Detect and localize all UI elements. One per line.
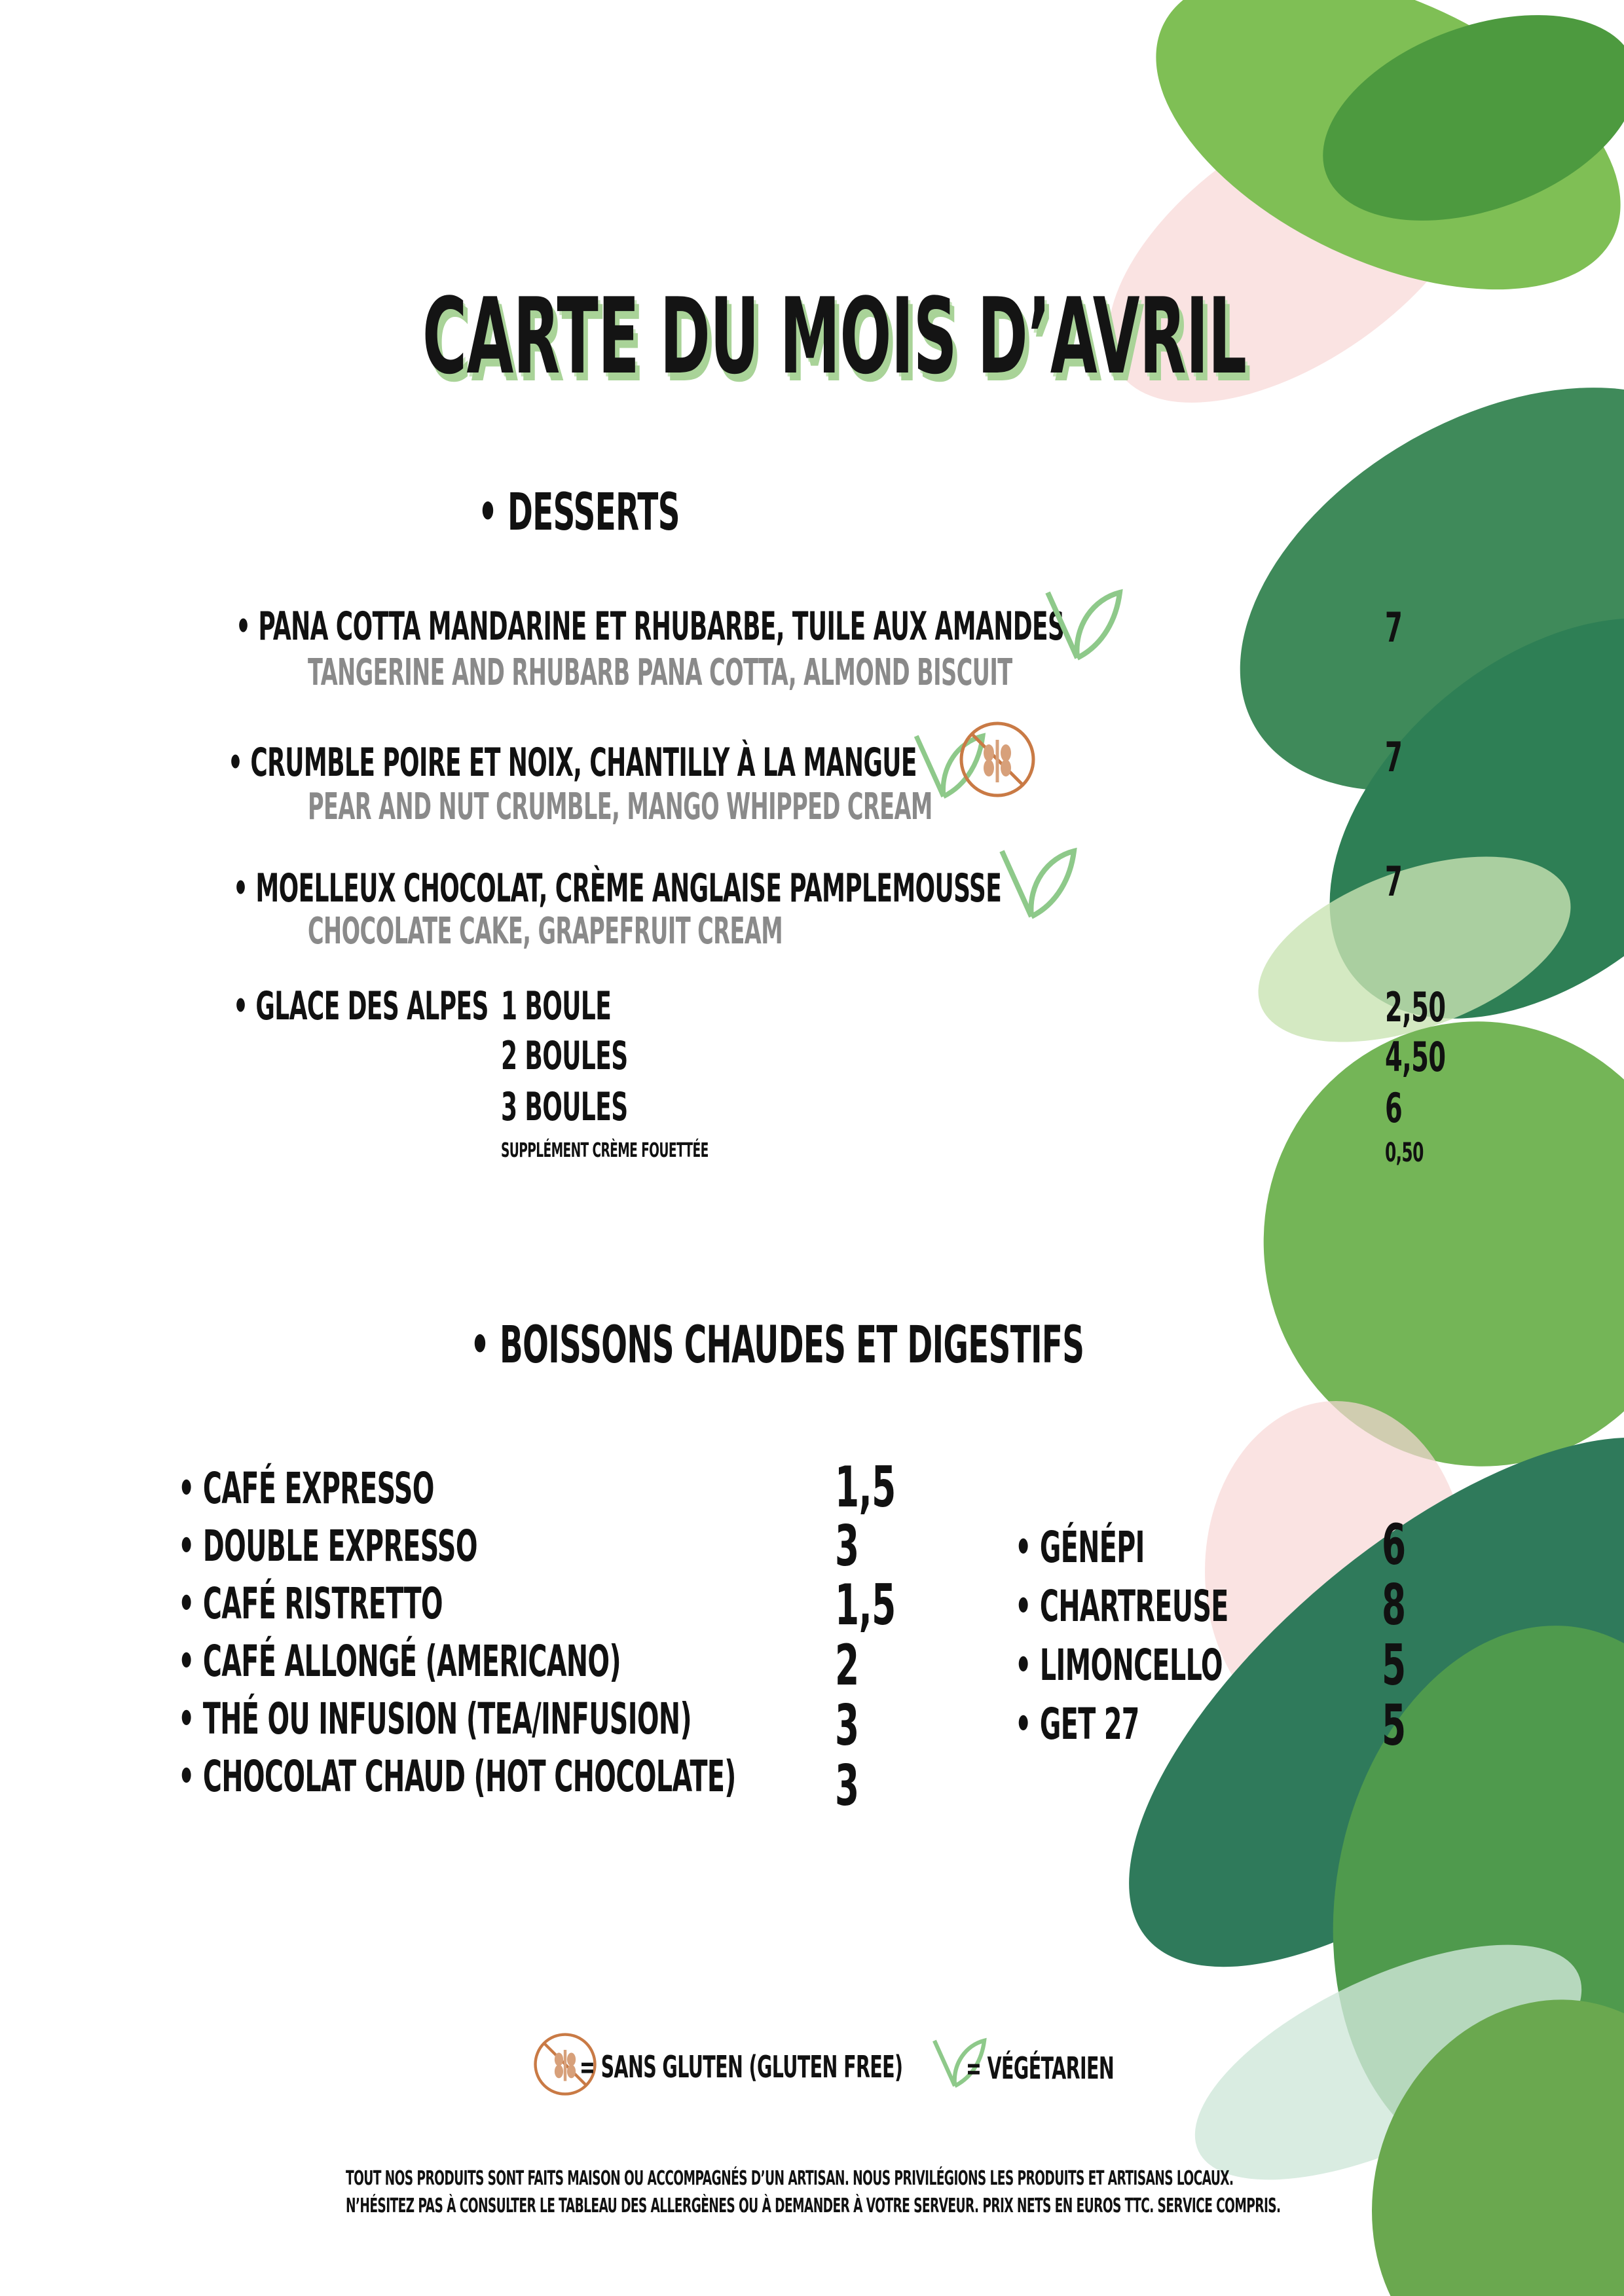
menu-item-name: • MOELLEUX CHOCOLAT, CRÈME ANGLAISE PAMPLEMOUSSE [233, 866, 1002, 911]
legend-gluten-free: = SANS GLUTEN (GLUTEN FREE) [580, 2049, 903, 2085]
drink-item: • THÉ OU INFUSION (TEA/INFUSION) [178, 1694, 692, 1744]
veg-icon [995, 838, 1080, 936]
glace-label: • GLACE DES ALPES [233, 983, 489, 1029]
menu-item-translation: PEAR AND NUT CRUMBLE, MANGO WHIPPED CREAM [308, 786, 932, 828]
menu-item-translation: TANGERINE AND RHUBARB PANA COTTA, ALMOND BISCUIT [308, 651, 1012, 694]
glace-price: 6 [1385, 1084, 1403, 1132]
glace-option: 2 BOULES [501, 1033, 628, 1079]
menu-item-price: 7 [1385, 604, 1403, 651]
digestif-item: • CHARTREUSE [1015, 1581, 1228, 1631]
gluten-free-icon [948, 717, 1046, 802]
digestif-item: • GÉNÉPI [1015, 1522, 1145, 1573]
drink-price: 3 [835, 1514, 859, 1579]
menu-item-price: 7 [1385, 733, 1403, 781]
digestif-price: 5 [1382, 1633, 1406, 1698]
digestif-item: • GET 27 [1015, 1699, 1139, 1749]
veg-icon [1041, 579, 1126, 678]
drink-price: 1,5 [835, 1573, 896, 1638]
footer-line: N’HÉSITEZ PAS À CONSULTER LE TABLEAU DES ALLERGÈNES OU À DEMANDER À VOTRE SERVEUR. PRIX NETS EN EUROS TTC. SERVICE COMPRIS. [346, 2195, 1281, 2217]
glace-option: 1 BOULE [501, 983, 612, 1029]
drink-item: • CAFÉ RISTRETTO [178, 1578, 443, 1629]
section-heading-boissons: • BOISSONS CHAUDES ET DIGESTIFS [470, 1316, 1084, 1375]
glace-price: 4,50 [1385, 1033, 1446, 1081]
digestif-item: • LIMONCELLO [1015, 1640, 1223, 1690]
glace-price: 2,50 [1385, 983, 1446, 1031]
footer-line: TOUT NOS PRODUITS SONT FAITS MAISON OU ACCOMPAGNÉS D’UN ARTISAN. NOUS PRIVILÉGIONS LES PRODUITS ET ARTISANS LOCAUX. [346, 2167, 1234, 2190]
drink-price: 2 [835, 1633, 859, 1698]
menu-item-price: 7 [1385, 858, 1403, 905]
page-title: CARTE DU MOIS D’AVRIL [422, 275, 1247, 397]
menu-item-name: • CRUMBLE POIRE ET NOIX, CHANTILLY À LA MANGUE [228, 740, 917, 786]
legend-vegetarian: = VÉGÉTARIEN [966, 2050, 1115, 2086]
menu-item-translation: CHOCOLATE CAKE, GRAPEFRUIT CREAM [308, 910, 783, 953]
digestif-price: 8 [1382, 1573, 1406, 1638]
supplement-price: 0,50 [1385, 1138, 1424, 1168]
supplement-label: SUPPLÉMENT CRÈME FOUETTÉE [501, 1139, 709, 1162]
digestif-price: 5 [1382, 1693, 1406, 1758]
menu-item-name: • PANA COTTA MANDARINE ET RHUBARBE, TUILE AUX AMANDES [236, 604, 1065, 649]
drink-price: 3 [835, 1693, 859, 1758]
drink-item: • CAFÉ EXPRESSO [178, 1463, 434, 1514]
glace-option: 3 BOULES [501, 1084, 628, 1130]
drink-price: 3 [835, 1753, 859, 1819]
drink-price: 1,5 [835, 1455, 896, 1520]
digestif-price: 6 [1382, 1512, 1406, 1578]
drink-item: • CHOCOLAT CHAUD (HOT CHOCOLATE) [178, 1751, 736, 1802]
drink-item: • CAFÉ ALLONGÉ (AMERICANO) [178, 1636, 621, 1686]
drink-item: • DOUBLE EXPRESSO [178, 1521, 477, 1571]
section-heading-desserts: • DESSERTS [478, 483, 680, 542]
